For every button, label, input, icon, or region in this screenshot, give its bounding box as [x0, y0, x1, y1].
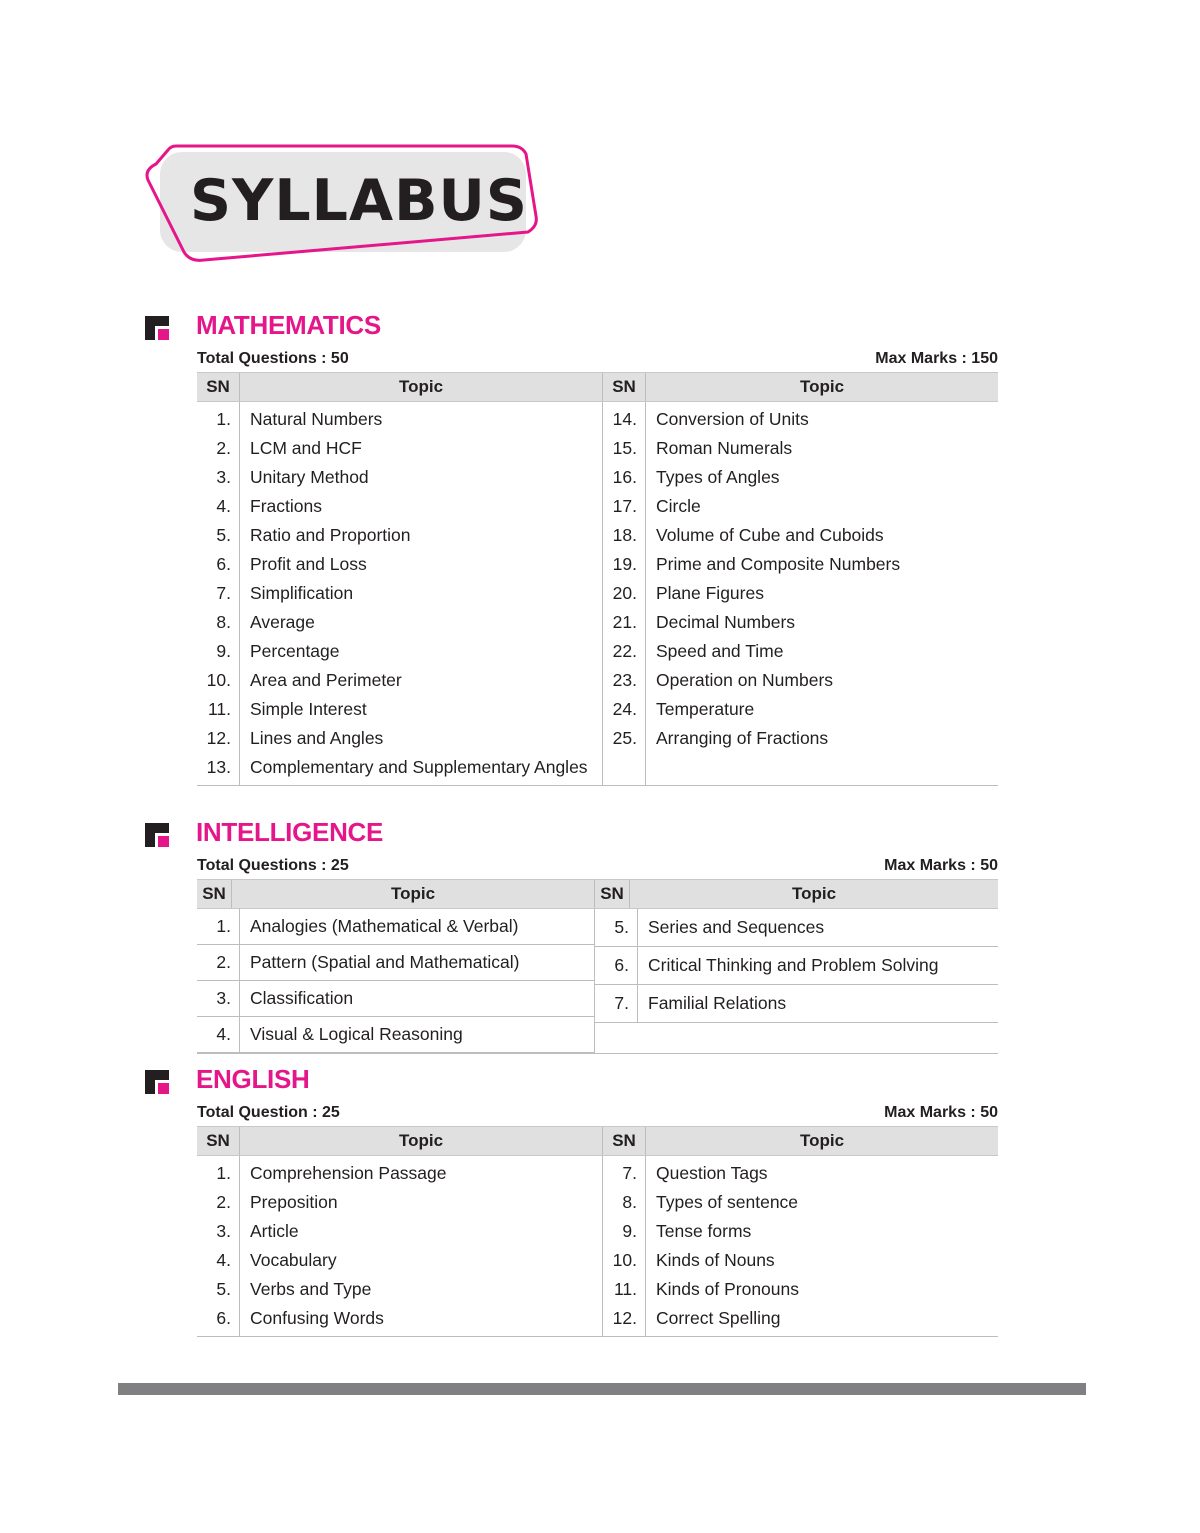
topic-cell: Classification: [240, 981, 595, 1017]
topic-cell: Percentage: [240, 637, 603, 666]
table-row: [197, 492, 998, 521]
row-number: 7.: [216, 583, 231, 603]
topic-cell: Unitary Method: [240, 463, 603, 492]
column-header-sn: SN: [603, 1127, 646, 1156]
row-number: 21.: [603, 608, 646, 637]
row-number: 17.: [603, 492, 646, 521]
left-column: [197, 909, 595, 1054]
table-body-row: [197, 909, 998, 1054]
row-number: 6.: [595, 947, 638, 985]
table-row: [197, 753, 998, 786]
topic-cell: Plane Figures: [646, 579, 999, 608]
table-row: [197, 402, 998, 435]
column-header-topic: Topic: [232, 880, 595, 909]
section-english: [142, 1064, 1002, 1337]
topic-cell: Decimal Numbers: [646, 608, 999, 637]
topic-cell: Vocabulary: [240, 1246, 603, 1275]
row-number: 25.: [603, 724, 646, 753]
right-list: [595, 909, 998, 1023]
topic-cell: Circle: [646, 492, 999, 521]
table-row: [197, 1275, 998, 1304]
topic-cell: Roman Numerals: [646, 434, 999, 463]
section-square-icon: [145, 823, 169, 847]
topic-cell: Area and Perimeter: [240, 666, 603, 695]
topic-cell: Kinds of Nouns: [646, 1246, 999, 1275]
row-number: 9.: [603, 1217, 646, 1246]
total-questions: Total Questions : 50: [197, 350, 349, 367]
row-number: 11.: [207, 699, 231, 719]
column-header-topic: Topic: [646, 373, 999, 402]
topic-cell: Ratio and Proportion: [240, 521, 603, 550]
table-row: [197, 945, 594, 981]
row-number: 20.: [603, 579, 646, 608]
topic-cell: Volume of Cube and Cuboids: [646, 521, 999, 550]
table-row: [197, 463, 998, 492]
table-row: [197, 909, 594, 945]
row-number: 11.: [603, 1275, 646, 1304]
topic-cell: Lines and Angles: [240, 724, 603, 753]
topic-cell: Natural Numbers: [240, 402, 603, 435]
topic-cell: Analogies (Mathematical & Verbal): [240, 909, 595, 945]
row-number: 19.: [603, 550, 646, 579]
row-number: 7.: [595, 985, 638, 1023]
section-title: MATHEMATICS: [196, 310, 381, 340]
max-marks: Max Marks : 50: [884, 857, 998, 874]
syllabus-title-badge: [140, 140, 540, 265]
table-row: [197, 981, 594, 1017]
topic-cell: Prime and Composite Numbers: [646, 550, 999, 579]
table-row: [197, 695, 998, 724]
row-number: 2.: [216, 1192, 231, 1212]
topic-cell: Simplification: [240, 579, 603, 608]
row-number: 6.: [197, 1304, 240, 1337]
row-number: 10.: [206, 670, 231, 690]
column-header-sn: SN: [197, 880, 232, 909]
column-header-sn: SN: [603, 373, 646, 402]
topic-cell: Speed and Time: [646, 637, 999, 666]
section-mathematics: [142, 310, 1002, 786]
row-number: 13.: [197, 753, 240, 786]
row-number: 8.: [216, 612, 231, 632]
column-header-topic: Topic: [240, 1127, 603, 1156]
table-row: [197, 1246, 998, 1275]
section-intelligence: [142, 817, 1002, 1054]
column-header-topic: Topic: [630, 880, 999, 909]
table-row: [197, 608, 998, 637]
row-number: 23.: [603, 666, 646, 695]
topic-cell: Critical Thinking and Problem Solving: [638, 947, 999, 985]
table-row: [197, 1304, 998, 1337]
topic-cell: Comprehension Passage: [240, 1156, 603, 1189]
topic-cell: LCM and HCF: [240, 434, 603, 463]
row-number: 15.: [603, 434, 646, 463]
row-number: 1.: [216, 409, 231, 429]
row-number: 10.: [603, 1246, 646, 1275]
column-header-sn: SN: [197, 373, 240, 402]
table-row: [197, 550, 998, 579]
topic-cell: Complementary and Supplementary Angles: [240, 753, 603, 786]
row-number: 22.: [603, 637, 646, 666]
row-number: 1.: [216, 1163, 231, 1183]
left-list: [197, 909, 594, 1053]
row-number: 5.: [595, 909, 638, 947]
row-number: 2.: [197, 945, 240, 981]
topics-table: [197, 879, 998, 1054]
topic-cell: Average: [240, 608, 603, 637]
topic-cell: Confusing Words: [240, 1304, 603, 1337]
topic-cell: Familial Relations: [638, 985, 999, 1023]
table-row: [197, 724, 998, 753]
table-row: [197, 1217, 998, 1246]
table-row: [595, 985, 998, 1023]
row-number: 3.: [216, 1221, 231, 1241]
topic-cell: Kinds of Pronouns: [646, 1275, 999, 1304]
row-number: 16.: [603, 463, 646, 492]
section-title: ENGLISH: [196, 1064, 310, 1094]
table-row: [595, 947, 998, 985]
topic-cell: Tense forms: [646, 1217, 999, 1246]
topic-cell: Fractions: [240, 492, 603, 521]
table-row: [197, 1017, 594, 1053]
row-number: 4.: [216, 496, 231, 516]
topics-table: [197, 1126, 998, 1337]
total-questions: Total Question : 25: [197, 1104, 340, 1121]
row-number: 4.: [216, 1250, 231, 1270]
topic-cell: Pattern (Spatial and Mathematical): [240, 945, 595, 981]
topic-cell: Series and Sequences: [638, 909, 999, 947]
footer-divider: [118, 1383, 1086, 1395]
right-column: [595, 909, 999, 1054]
table-row: [197, 637, 998, 666]
row-number: 5.: [216, 525, 231, 545]
column-header-sn: SN: [595, 880, 630, 909]
topic-cell: Temperature: [646, 695, 999, 724]
row-number: 3.: [216, 467, 231, 487]
max-marks: Max Marks : 150: [875, 350, 998, 367]
table-row: [197, 666, 998, 695]
topic-cell: Visual & Logical Reasoning: [240, 1017, 595, 1053]
table-row: [197, 521, 998, 550]
row-number: 4.: [197, 1017, 240, 1053]
row-number: 6.: [216, 554, 231, 574]
topic-cell: Types of Angles: [646, 463, 999, 492]
row-number: 1.: [197, 909, 240, 945]
row-number: [603, 753, 646, 786]
topic-cell: Question Tags: [646, 1156, 999, 1189]
table-row: [197, 1156, 998, 1189]
row-number: 2.: [216, 438, 231, 458]
row-number: 18.: [603, 521, 646, 550]
section-square-icon: [145, 316, 169, 340]
topic-cell: Types of sentence: [646, 1188, 999, 1217]
topic-cell: Verbs and Type: [240, 1275, 603, 1304]
table-row: [595, 909, 998, 947]
row-number: 3.: [197, 981, 240, 1017]
topic-cell: Simple Interest: [240, 695, 603, 724]
topic-cell: Operation on Numbers: [646, 666, 999, 695]
topic-cell: Preposition: [240, 1188, 603, 1217]
section-title: INTELLIGENCE: [196, 817, 384, 847]
row-number: 14.: [603, 402, 646, 435]
topic-cell: Arranging of Fractions: [646, 724, 999, 753]
topic-cell: Conversion of Units: [646, 402, 999, 435]
topic-cell: Correct Spelling: [646, 1304, 999, 1337]
table-row: [197, 579, 998, 608]
table-row: [197, 1188, 998, 1217]
row-number: 7.: [603, 1156, 646, 1189]
max-marks: Max Marks : 50: [884, 1104, 998, 1121]
row-number: 12.: [603, 1304, 646, 1337]
total-questions: Total Questions : 25: [197, 857, 349, 874]
row-number: 5.: [216, 1279, 231, 1299]
topic-cell: [646, 753, 999, 786]
row-number: 8.: [603, 1188, 646, 1217]
column-header-sn: SN: [197, 1127, 240, 1156]
row-number: 24.: [603, 695, 646, 724]
table-row: [197, 434, 998, 463]
page-title: SYLLABUS: [190, 168, 528, 234]
section-square-icon: [145, 1070, 169, 1094]
row-number: 9.: [216, 641, 231, 661]
column-header-topic: Topic: [646, 1127, 999, 1156]
topic-cell: Article: [240, 1217, 603, 1246]
topic-cell: Profit and Loss: [240, 550, 603, 579]
row-number: 12.: [206, 728, 231, 748]
column-header-topic: Topic: [240, 373, 603, 402]
topics-table: [197, 372, 998, 786]
